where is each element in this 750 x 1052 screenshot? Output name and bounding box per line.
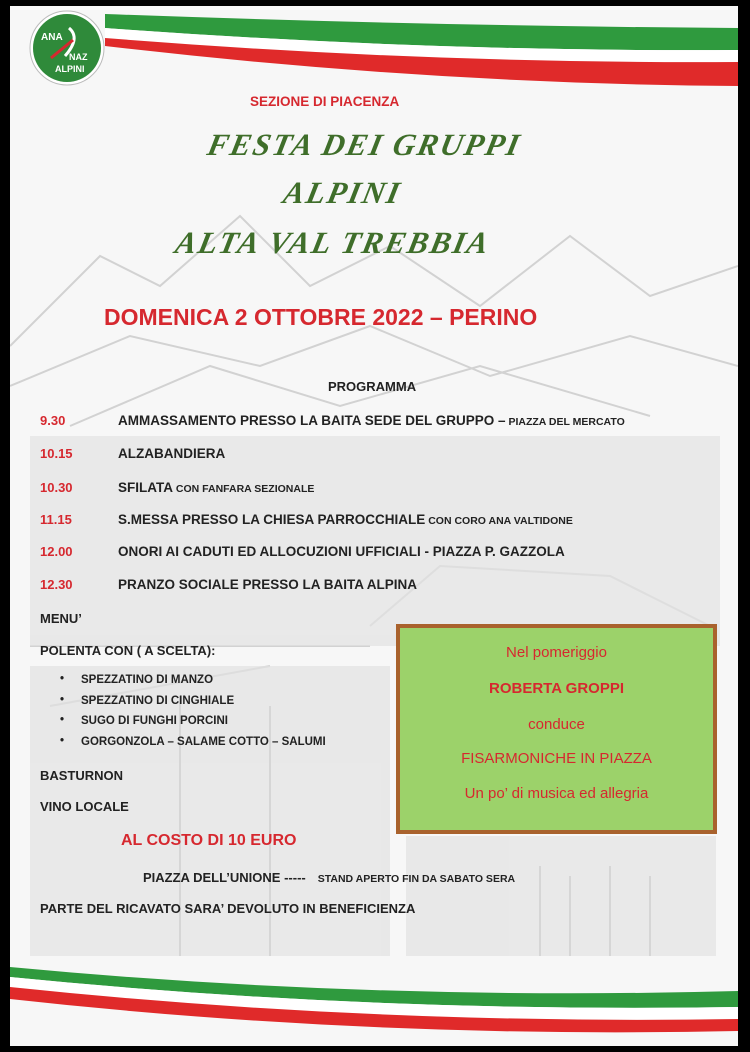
logo-text-1: ANA: [41, 32, 63, 43]
schedule-detail: PIAZZA DEL MERCATO: [505, 416, 625, 428]
location-line: [143, 870, 515, 885]
schedule-item: [118, 446, 225, 461]
stand-text: STAND APERTO FIN DA SABATO SERA: [317, 873, 516, 885]
menu-choice: [60, 674, 213, 686]
schedule-item: [118, 512, 573, 527]
logo-text-2: NAZ: [69, 52, 88, 62]
title-line-2: ALPINI: [280, 175, 405, 210]
schedule-time: 12.30: [40, 577, 73, 592]
box-line-1: Nel pomeriggio: [506, 644, 607, 661]
schedule-text: ALZABANDIERA: [118, 446, 226, 461]
charity-note: PARTE DEL RICAVATO SARA’ DEVOLUTO IN BENEFICIENZA: [40, 901, 416, 916]
schedule-text: SFILATA: [118, 480, 173, 495]
menu-choice: [60, 695, 234, 707]
box-line-4: FISARMONICHE IN PIAZZA: [461, 750, 652, 767]
schedule-item: [118, 480, 314, 495]
menu-label: MENU’: [40, 611, 82, 626]
wine-label: VINO LOCALE: [40, 799, 129, 814]
schedule-text: ONORI AI CADUTI ED ALLOCUZIONI UFFICIALI - PIAZZA P. GAZZOLA: [118, 544, 565, 559]
schedule-item: [118, 413, 625, 428]
polenta-label: POLENTA CON ( A SCELTA):: [40, 643, 216, 658]
box-line-5: Un po’ di musica ed allegria: [464, 785, 649, 802]
schedule-time: 11.15: [40, 512, 72, 527]
ana-logo: [29, 10, 105, 86]
basturnon-label: BASTURNON: [40, 768, 124, 783]
section-name: SEZIONE DI PIACENZA: [250, 94, 400, 109]
afternoon-box: [396, 624, 717, 834]
price-label: AL COSTO DI 10 EURO: [121, 832, 297, 849]
menu-choice-text: SUGO DI FUNGHI PORCINI: [81, 715, 228, 727]
schedule-item: [118, 544, 565, 559]
schedule-text: PRANZO SOCIALE PRESSO LA BAITA ALPINA: [118, 577, 418, 592]
schedule-time: 10.15: [40, 446, 73, 461]
box-line-3: conduce: [528, 716, 585, 733]
menu-choice: [60, 715, 228, 727]
schedule-time: 9.30: [40, 413, 66, 428]
schedule-item: [118, 577, 417, 592]
tricolore-top: [10, 6, 738, 96]
schedule-detail: CON FANFARA SEZIONALE: [173, 483, 315, 495]
menu-choice-text: SPEZZATINO DI CINGHIALE: [81, 695, 235, 707]
tricolore-bottom: [10, 961, 738, 1046]
logo-text-3: ALPINI: [55, 64, 85, 74]
schedule-detail: CON CORO ANA VALTIDONE: [425, 515, 573, 527]
title-line-1: FESTA DEI GRUPPI: [204, 127, 525, 162]
schedule-text: AMMASSAMENTO PRESSO LA BAITA SEDE DEL GRUPPO –: [118, 413, 506, 428]
location-text: PIAZZA DELL’UNIONE -----: [143, 870, 306, 885]
menu-choice: [60, 736, 326, 748]
box-line-2: ROBERTA GROPPI: [488, 680, 624, 697]
program-heading: PROGRAMMA: [328, 379, 417, 394]
schedule-text: S.MESSA PRESSO LA CHIESA PARROCCHIALE: [118, 512, 426, 527]
schedule-time: 12.00: [40, 544, 73, 559]
schedule-time: 10.30: [40, 480, 73, 495]
title-line-3: ALTA VAL TREBBIA: [172, 225, 494, 260]
event-date: DOMENICA 2 OTTOBRE 2022 – PERINO: [104, 304, 538, 330]
poster: [10, 6, 738, 1046]
menu-choice-text: SPEZZATINO DI MANZO: [81, 674, 214, 686]
menu-choice-text: GORGONZOLA – SALAME COTTO – SALUMI: [81, 736, 326, 748]
